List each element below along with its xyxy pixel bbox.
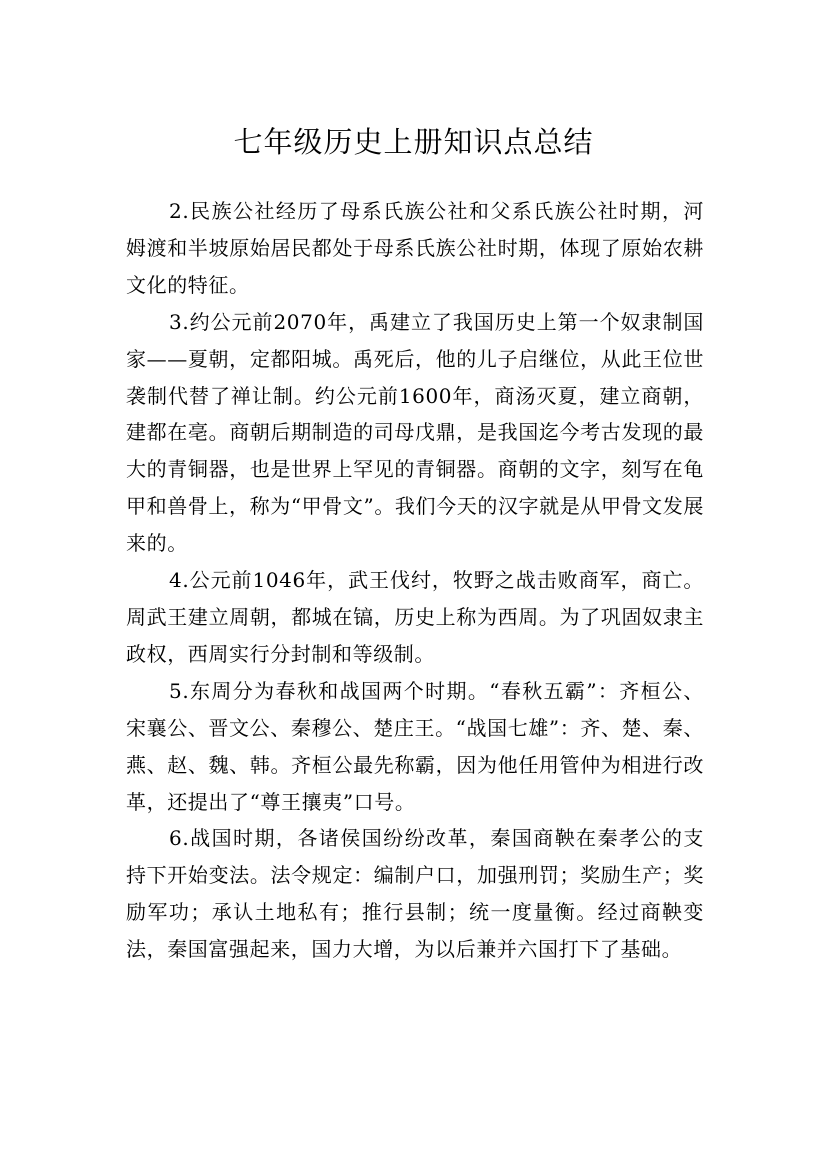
paragraph-3: 3.约公元前2070年，禹建立了我国历史上第一个奴隶制国家——夏朝，定都阳城。禹死后，他的儿子启继位，从此王位世袭制代替了禅让制。约公元前1600年，商汤灭夏，建立商朝，建都在亳。商朝后期制造的司母戊鼎，是我国迄今考古发现的最大的青铜器，也是世界上罕见的青铜器。商朝的文字，刻写在龟甲和兽骨上，称为“甲骨文”。我们今天的汉字就是从甲骨文发展来的。 bbox=[126, 309, 704, 556]
document-body bbox=[126, 193, 704, 968]
paragraph-2: 2.民族公社经历了母系氏族公社和父系氏族公社时期，河姆渡和半坡原始居民都处于母系氏族公社时期，体现了原始农耕文化的特征。 bbox=[126, 199, 704, 297]
paragraph-4: 4.公元前1046年，武王伐纣，牧野之战击败商军，商亡。周武王建立周朝，都城在镐，历史上称为西周。为了巩固奴隶主政权，西周实行分封制和等级制。 bbox=[126, 568, 704, 666]
paragraph-5: 5.东周分为春秋和战国两个时期。“春秋五霸”：齐桓公、宋襄公、晋文公、秦穆公、楚庄王。“战国七雄”：齐、楚、秦、燕、赵、魏、韩。齐桓公最先称霸，因为他任用管仲为相进行改革，还提出了“尊王攘夷”口号。 bbox=[126, 678, 704, 814]
paragraph-6: 6.战国时期，各诸侯国纷纷改革，秦国商鞅在秦孝公的支持下开始变法。法令规定：编制户口，加强刑罚；奖励生产；奖励军功；承认土地私有；推行县制；统一度量衡。经过商鞅变法，秦国富强起来，国力大增，为以后兼并六国打下了基础。 bbox=[126, 826, 704, 962]
document-title: 七年级历史上册知识点总结 bbox=[233, 125, 594, 160]
